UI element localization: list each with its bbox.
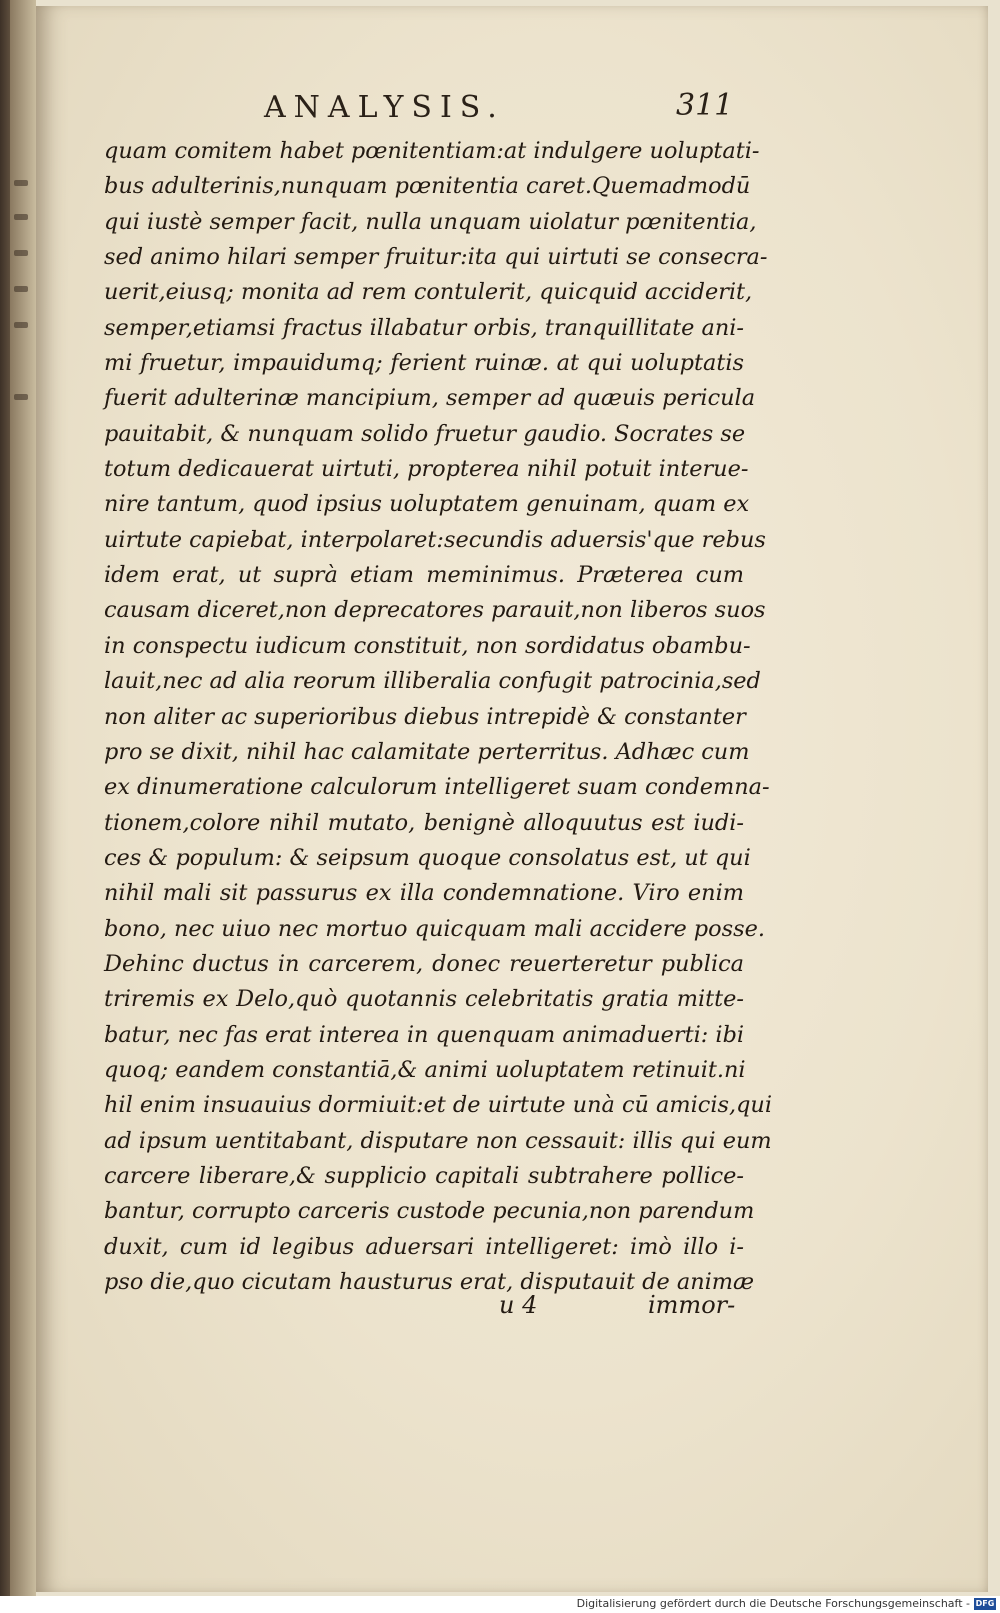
text-line: uirtute capiebat, interpolaret:secundis aduersis'que rebus [104,526,766,553]
text-line: tionem,colore nihil mutato, benignè alloquutus est iudi- [104,809,744,836]
facing-page-ink-mark [14,322,28,328]
dfg-logo: DFG [975,1599,995,1608]
attribution-text: Digitalisierung gefördert durch die Deutsche Forschungsgemeinschaft - [576,1597,970,1610]
text-line: uerit,eiusq; monita ad rem contulerit, quicquid acciderit, [104,279,753,306]
text-line: ex dinumeratione calculorum intelligeret suam condemna- [104,774,770,801]
page-number: 311 [676,88,734,123]
facing-page-ink-mark [14,250,28,256]
text-line: mi fruetur, impauidumq; ferient ruinæ. at qui uoluptatis [104,350,744,377]
text-line: lauit,nec ad alia reorum illiberalia confugit patrocinia,sed [104,668,761,695]
book-page [36,6,988,1592]
text-line: fuerit adulterinæ mancipium, semper ad quæuis pericula [104,385,756,412]
text-line: nihil mali sit passurus ex illa condemnatione. Viro enim [104,880,744,907]
text-line: hil enim insuauius dormiuit:et de uirtute unà cū amicis,qui [104,1092,773,1119]
text-line: qui iustè semper facit, nulla unquam uiolatur pœnitentia, [104,208,757,235]
text-line: carcere liberare,& supplicio capitali subtrahere pollice- [104,1162,744,1189]
text-line: in conspectu iudicum constituit, non sordidatus obambu- [104,632,751,659]
text-line: quam comitem habet pœnitentiam:at indulgere uoluptati- [104,138,760,164]
text-line: pso die,quo cicutam hausturus erat, disputauit de animæ [104,1269,755,1295]
text-line: sed animo hilari semper fruitur:ita qui uirtuti se consecra- [104,244,768,271]
facing-page-ink-mark [14,394,28,400]
text-line: duxit, cum id legibus aduersari intelligeret: imò illo i- [104,1233,744,1260]
attribution-bar [0,1596,1000,1613]
text-line: bantur, corrupto carceris custode pecunia,non parendum [104,1198,755,1225]
text-line: causam diceret,non deprecatores parauit,non liberos suos [104,597,766,624]
facing-page-ink-mark [14,286,28,292]
text-line: semper,etiamsi fractus illabatur orbis, tranquillitate ani- [104,314,744,341]
text-line: pro se dixit, nihil hac calamitate perterritus. Adhæc cum [104,738,750,765]
running-title: ANALYSIS. [264,90,505,125]
text-line: idem erat, ut suprà etiam meminimus. Præterea cum [104,562,744,589]
text-line: batur, nec fas erat interea in quenquam animaduerti: ibi [104,1021,745,1048]
page-footer [36,1291,988,1331]
text-line: Dehinc ductus in carcerem, donec reuerteretur publica [104,950,744,977]
text-line: ces & populum: & seipsum quoque consolatus est, ut qui [104,844,751,871]
text-line: pauitabit, & nunquam solido fruetur gaudio. Socrates se [104,420,746,447]
facing-page-ink-mark [14,180,28,186]
text-line: quoq; eandem constantiā,& animi uoluptatem retinuit.ni [104,1056,746,1083]
facing-page-ink-mark [14,214,28,220]
text-line: totum dedicauerat uirtuti, propterea nihil potuit interue- [104,456,749,483]
signature-mark: u 4 [499,1291,538,1319]
text-line: triremis ex Delo,quò quotannis celebritatis gratia mitte- [104,986,744,1013]
catchword: immor- [648,1291,736,1319]
text-line: ad ipsum uentitabant, disputare non cessauit: illis qui eum [104,1127,772,1154]
page-body-text [104,134,773,1300]
text-line: bus adulterinis,nunquam pœnitentia caret.Quemadmodū [104,173,751,200]
text-line: non aliter ac superioribus diebus intrepidè & constanter [104,703,746,730]
text-line: nire tantum, quod ipsius uoluptatem genuinam, quam ex [104,491,750,518]
text-line: bono, nec uiuo nec mortuo quicquam mali accidere posse. [104,915,765,942]
facing-page-edge [10,0,36,1596]
